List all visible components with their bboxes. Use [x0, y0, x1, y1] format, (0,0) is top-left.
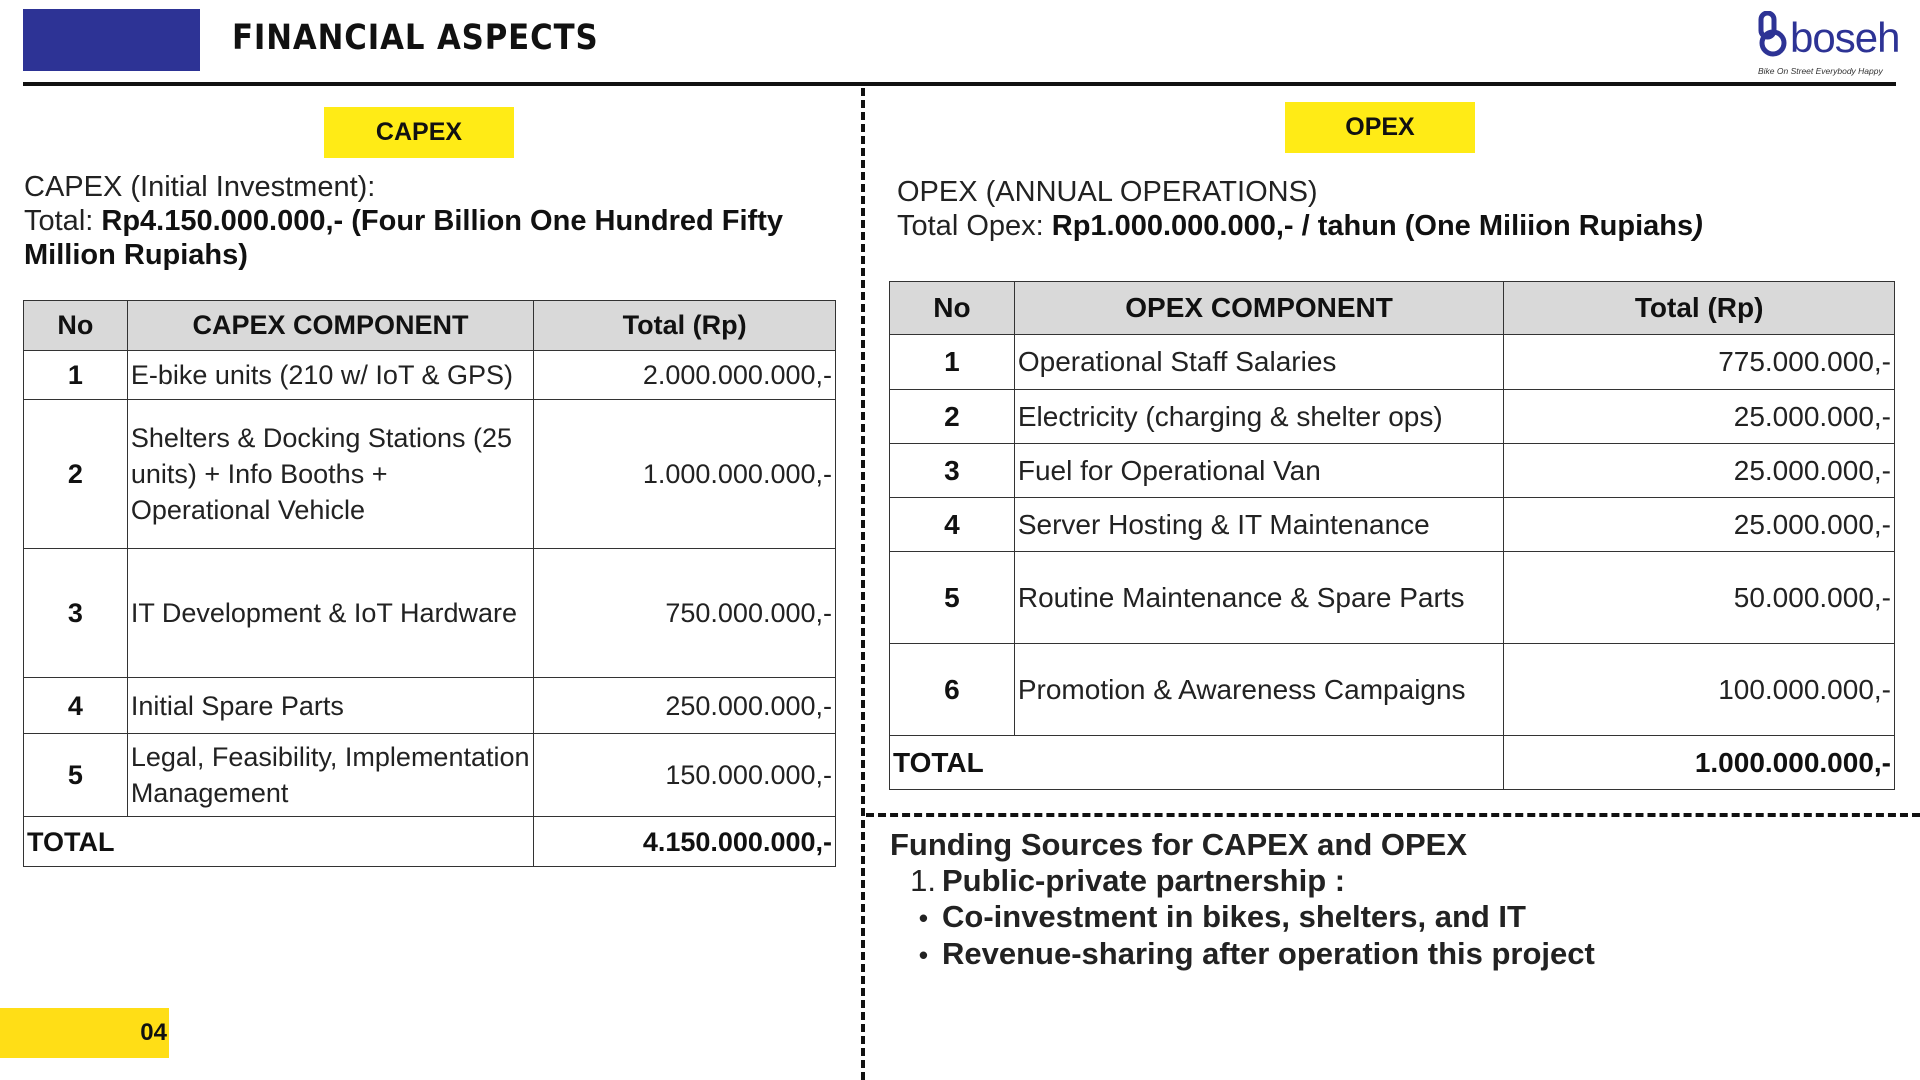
capex-total-label: Total:: [24, 205, 102, 237]
row-number: 4: [24, 678, 128, 734]
row-amount: 150.000.000,-: [534, 734, 836, 817]
table-row: [890, 552, 1895, 644]
column-header-total: Total (Rp): [1504, 282, 1895, 335]
table-header-row: [24, 301, 836, 351]
row-number: 1: [890, 335, 1015, 390]
table-row: [24, 549, 836, 678]
row-component: Shelters & Docking Stations (25 units) + Info Booths + Operational Vehicle: [127, 400, 533, 549]
capex-table: [23, 300, 836, 867]
row-amount: 25.000.000,-: [1504, 390, 1895, 444]
row-component: Routine Maintenance & Spare Parts: [1014, 552, 1503, 644]
table-header-row: [890, 282, 1895, 335]
header-divider: [23, 82, 1896, 86]
row-number: 1: [24, 351, 128, 400]
row-number: 2: [890, 390, 1015, 444]
row-component: Fuel for Operational Van: [1014, 444, 1503, 498]
row-amount: 1.000.000.000,-: [534, 400, 836, 549]
opex-heading: OPEX (ANNUAL OPERATIONS): [897, 176, 1318, 208]
row-amount: 2.000.000.000,-: [534, 351, 836, 400]
row-number: 2: [24, 400, 128, 549]
row-number: 4: [890, 498, 1015, 552]
table-row: [24, 678, 836, 734]
row-component: Operational Staff Salaries: [1014, 335, 1503, 390]
table-row: [24, 351, 836, 400]
table-row: [890, 444, 1895, 498]
page-number: 04: [0, 1008, 169, 1058]
opex-table: [889, 281, 1895, 790]
list-number: 1.: [910, 863, 936, 898]
table-row: [890, 335, 1895, 390]
capex-total-value: Rp4.150.000.000,- (Four Billion One Hundred Fifty Million Rupiahs): [24, 205, 784, 271]
row-amount: 25.000.000,-: [1504, 498, 1895, 552]
column-header-no: No: [890, 282, 1015, 335]
funding-bullet: [890, 899, 1595, 936]
opex-summary: [897, 175, 1897, 243]
column-header-total: Total (Rp): [534, 301, 836, 351]
row-number: 3: [890, 444, 1015, 498]
table-row: [24, 400, 836, 549]
capex-label: CAPEX: [324, 107, 514, 158]
header-color-block: [23, 9, 200, 71]
row-amount: 50.000.000,-: [1504, 552, 1895, 644]
opex-total-line: [897, 209, 1897, 243]
row-component: Promotion & Awareness Campaigns: [1014, 644, 1503, 736]
bullet-icon: •: [918, 903, 928, 933]
row-amount: 250.000.000,-: [534, 678, 836, 734]
row-component: E-bike units (210 w/ IoT & GPS): [127, 351, 533, 400]
table-row: [24, 734, 836, 817]
funding-item-text: Public-private partnership :: [942, 863, 1346, 898]
funding-item: [890, 863, 1595, 899]
funding-title: Funding Sources for CAPEX and OPEX: [890, 827, 1468, 862]
row-component: IT Development & IoT Hardware: [127, 549, 533, 678]
total-label: TOTAL: [890, 736, 1504, 790]
total-amount: 4.150.000.000,-: [534, 817, 836, 867]
row-number: 5: [890, 552, 1015, 644]
logo-wordmark: boseh: [1790, 14, 1900, 61]
column-header-no: No: [24, 301, 128, 351]
row-amount: 750.000.000,-: [534, 549, 836, 678]
column-header-component: CAPEX COMPONENT: [127, 301, 533, 351]
row-component: Electricity (charging & shelter ops): [1014, 390, 1503, 444]
row-component: Initial Spare Parts: [127, 678, 533, 734]
funding-sources: [890, 827, 1595, 973]
logo-tagline: Bike On Street Everybody Happy: [1758, 66, 1883, 76]
row-number: 3: [24, 549, 128, 678]
vertical-divider: [861, 88, 865, 1080]
column-header-component: OPEX COMPONENT: [1014, 282, 1503, 335]
funding-bullet: [890, 936, 1595, 973]
horizontal-divider: [866, 813, 1920, 817]
row-amount: 100.000.000,-: [1504, 644, 1895, 736]
row-component: Server Hosting & IT Maintenance: [1014, 498, 1503, 552]
row-component: Legal, Feasibility, Implementation Management: [127, 734, 533, 817]
table-total-row: [24, 817, 836, 867]
capex-total-line: [24, 204, 844, 272]
total-amount: 1.000.000.000,-: [1504, 736, 1895, 790]
opex-label: OPEX: [1285, 102, 1475, 153]
funding-bullet-text: Revenue-sharing after operation this project: [942, 936, 1595, 971]
table-row: [890, 390, 1895, 444]
row-amount: 775.000.000,-: [1504, 335, 1895, 390]
bullet-icon: •: [918, 940, 928, 970]
row-amount: 25.000.000,-: [1504, 444, 1895, 498]
opex-total-value: Rp1.000.000.000,- / tahun (One Miliion Rupiahs: [1051, 210, 1694, 242]
table-row: [890, 498, 1895, 552]
capex-heading: CAPEX (Initial Investment):: [24, 171, 376, 203]
row-number: 5: [24, 734, 128, 817]
table-row: [890, 644, 1895, 736]
page-title: FINANCIAL ASPECTS: [232, 18, 599, 58]
funding-bullet-text: Co-investment in bikes, shelters, and IT: [942, 899, 1526, 934]
capex-summary: [24, 170, 844, 272]
row-number: 6: [890, 644, 1015, 736]
opex-total-label: Total Opex:: [897, 210, 1052, 242]
table-total-row: [890, 736, 1895, 790]
opex-total-suffix: ): [1693, 210, 1703, 242]
boseh-logo: [1752, 8, 1902, 78]
bike-link-icon: [1758, 11, 1788, 59]
total-label: TOTAL: [24, 817, 534, 867]
